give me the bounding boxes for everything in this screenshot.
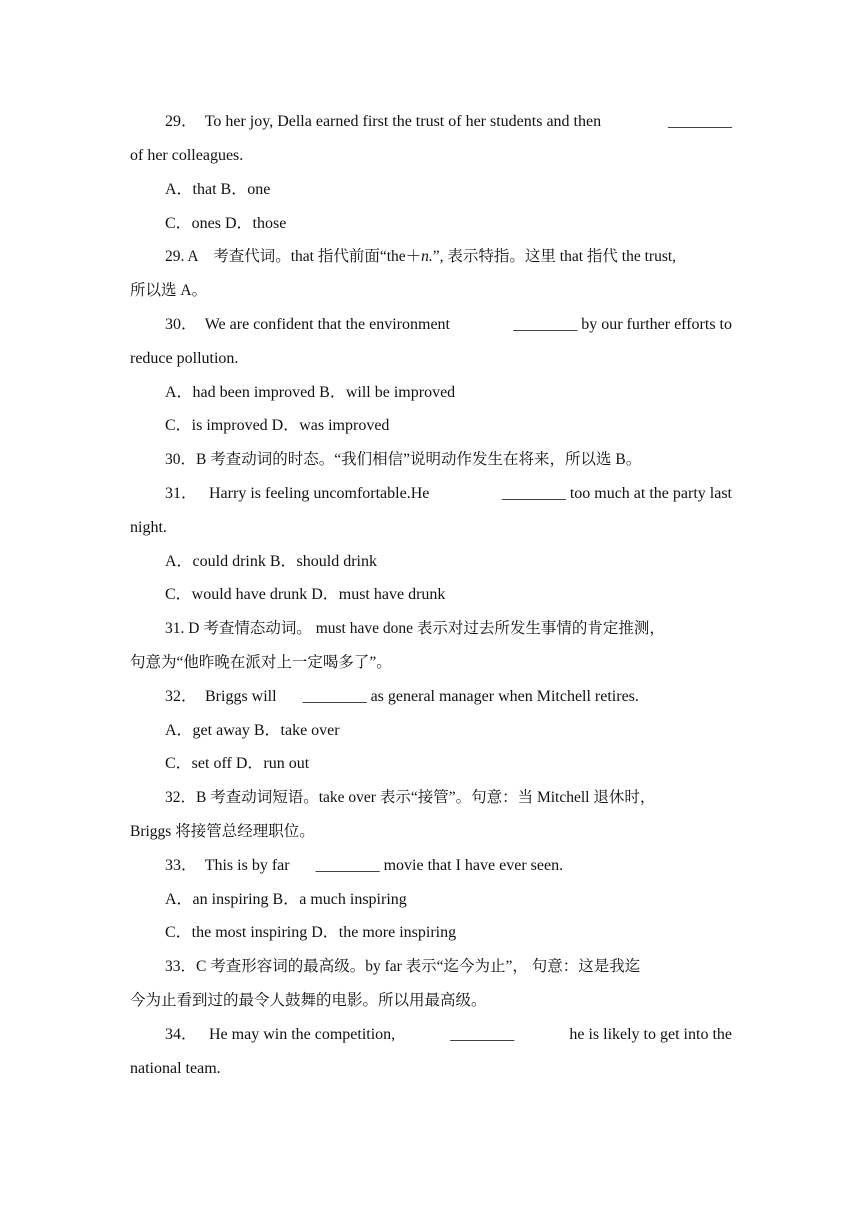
question-29-stem-cont: of her colleagues. (130, 147, 244, 164)
question-30-stem (165, 308, 732, 342)
blank-and-text: ________ movie that I have ever seen. (315, 857, 564, 874)
answer-29-explanation-cont: 所以选 A。 (130, 282, 208, 299)
answer-31-explanation: 31. D 考查情态动词。 must have done 表示对过去所发生事情的肯定推测， (165, 620, 665, 637)
question-31-stem-cont: night. (130, 519, 167, 536)
question-33-options-ab: A．an inspiring B．a much inspiring (165, 891, 407, 908)
text: he is likely to get into the (569, 1026, 732, 1043)
text: 34． He may win the competition, (165, 1026, 396, 1043)
question-29-options-cd: C．ones D．those (165, 215, 287, 232)
blank-and-text: ________ too much at the party last (501, 485, 732, 502)
answer-33-explanation: 33．C 考查形容词的最高级。by far 表示“迄今为止”， 句意：这是我迄 (165, 958, 641, 975)
question-34-stem-cont: national team. (130, 1060, 221, 1077)
question-29-options-ab: A．that B．one (165, 181, 271, 198)
text: 33． This is by far (165, 857, 290, 874)
question-34-stem (165, 1018, 732, 1052)
text: 29． To her joy, Della earned first the trust of her students and then (165, 113, 602, 130)
question-30-options-cd: C．is improved D．was improved (165, 417, 390, 434)
question-33-options-cd: C．the most inspiring D．the more inspiring (165, 924, 457, 941)
question-32-options-cd: C．set off D．run out (165, 755, 310, 772)
text: 30． We are confident that the environment (165, 316, 450, 333)
blank: ________ (450, 1026, 515, 1043)
question-30-stem-cont: reduce pollution. (130, 350, 239, 367)
answer-30-explanation: 30．B 考查动词的时态。“我们相信”说明动作发生在将来，所以选 B。 (165, 451, 642, 468)
text: ”, 表示特指。这里 that 指代 the trust, (432, 248, 677, 265)
question-32-options-ab: A．get away B．take over (165, 722, 340, 739)
answer-29-explanation (165, 240, 732, 274)
question-31-stem (165, 477, 732, 511)
blank: ________ (668, 113, 732, 130)
answer-31-explanation-cont: 句意为“他昨晚在派对上一定喝多了”。 (130, 654, 392, 671)
blank-and-text: ________ by our further efforts to (513, 316, 732, 333)
italic-text: n. (421, 248, 433, 265)
answer-32-explanation: 32．B 考查动词短语。take over 表示“接管”。句意：当 Mitchell 退休时， (165, 789, 656, 806)
question-29-stem (165, 105, 732, 139)
question-33-stem (165, 849, 732, 883)
question-31-options-ab: A．could drink B．should drink (165, 553, 377, 570)
blank-and-text: ________ as general manager when Mitchell retires. (302, 688, 639, 705)
text: 32． Briggs will (165, 688, 277, 705)
answer-33-explanation-cont: 今为止看到过的最令人鼓舞的电影。所以用最高级。 (130, 992, 487, 1009)
text: 29. A 考查代词。that 指代前面“the＋ (165, 248, 422, 265)
answer-32-explanation-cont: Briggs 将接管总经理职位。 (130, 823, 315, 840)
question-31-options-cd: C．would have drunk D．must have drunk (165, 586, 446, 603)
text: 31． Harry is feeling uncomfortable.He (165, 485, 430, 502)
question-32-stem (165, 680, 732, 714)
question-30-options-ab: A．had been improved B．will be improved (165, 384, 456, 401)
